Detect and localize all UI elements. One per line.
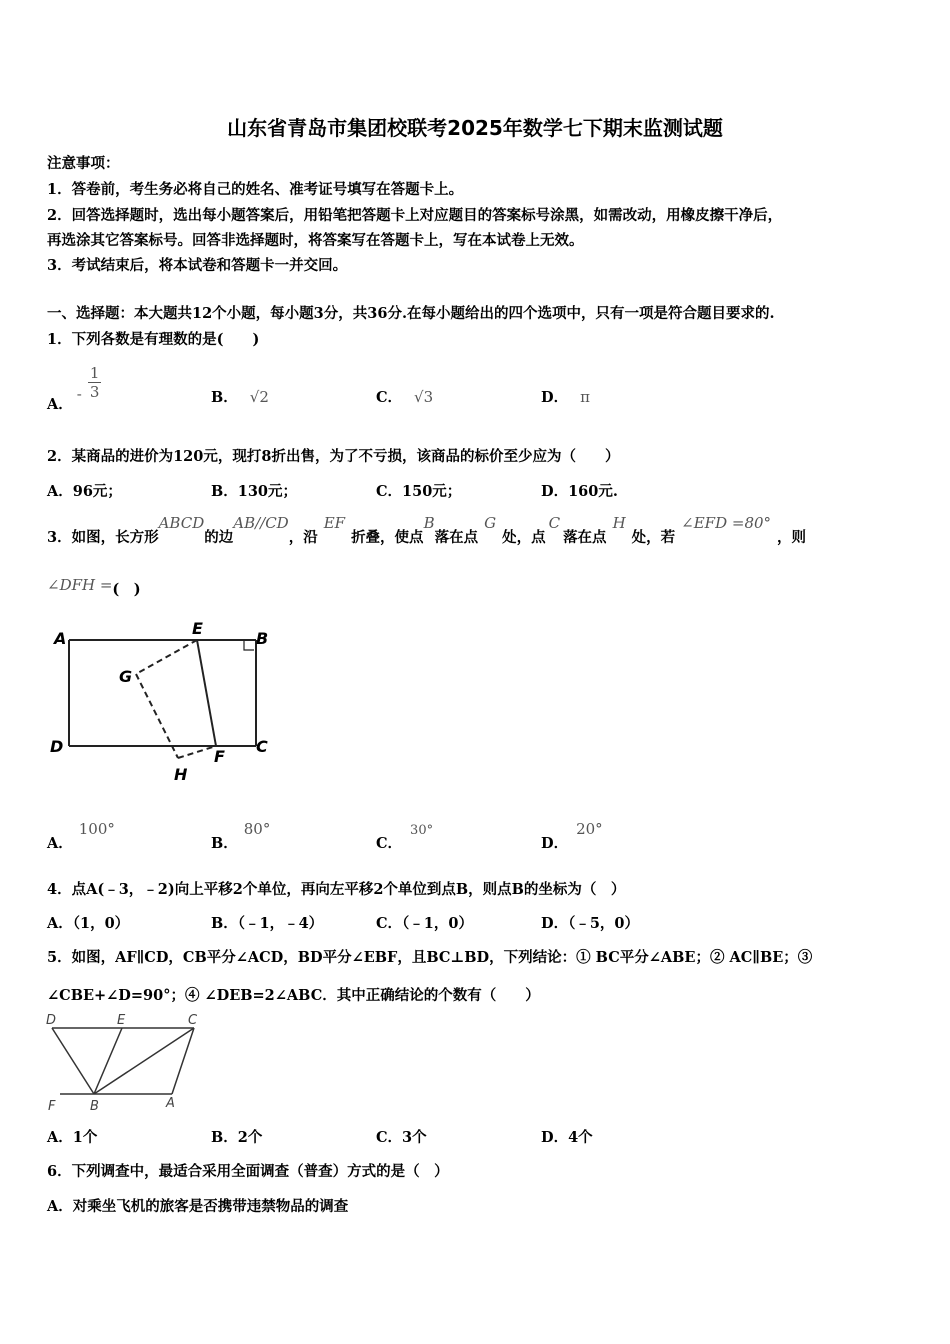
q3-math: ∠DFH = bbox=[47, 576, 113, 594]
label-e: E bbox=[117, 1013, 126, 1028]
q3-math: EF bbox=[323, 514, 346, 532]
q1-a-sign: - bbox=[76, 384, 82, 403]
label-a: A bbox=[166, 1096, 175, 1111]
q3-option-a bbox=[47, 818, 115, 852]
q5-option-c: C．3个 bbox=[376, 1129, 427, 1146]
q3-math: G bbox=[484, 514, 497, 532]
label-e: E bbox=[192, 619, 203, 638]
q5-stem: 5．如图，AF∥CD，CB平分∠ACD，BD平分∠EBF，且BC⊥BD，下列结论：① BC平分∠ABE；② AC∥BE；③ bbox=[47, 949, 813, 966]
q3-text: 落在点 bbox=[434, 529, 479, 546]
label-a: A bbox=[54, 629, 67, 648]
q6-option-a: A．对乘坐飞机的旅客是否携带违禁物品的调查 bbox=[47, 1198, 349, 1215]
label-f: F bbox=[48, 1099, 56, 1114]
notice-item: 再选涂其它答案标号。回答非选择题时，将答案写在答题卡上，写在本试卷上无效。 bbox=[47, 232, 584, 249]
option-label: D． bbox=[541, 835, 569, 852]
q5-option-b: B．2个 bbox=[211, 1129, 263, 1146]
q6-stem: 6．下列调查中，最适合采用全面调查（普查）方式的是（ ） bbox=[47, 1163, 449, 1180]
q1-option-c bbox=[376, 386, 433, 407]
q3-math: H bbox=[612, 514, 626, 532]
q3-figure bbox=[44, 616, 284, 786]
q3-math: ∠EFD =80° bbox=[681, 514, 772, 532]
q5-option-d: D．4个 bbox=[541, 1129, 593, 1146]
label-d: D bbox=[50, 737, 64, 756]
option-label: C． bbox=[376, 389, 403, 406]
notice-item: 3．考试结束后，将本试卷和答题卡一并交回。 bbox=[47, 257, 348, 274]
q3-b-value: 80° bbox=[243, 820, 271, 838]
fraction-numerator: 1 bbox=[89, 364, 100, 382]
q1-option-d bbox=[541, 386, 590, 407]
q3-math: ABCD bbox=[158, 514, 205, 532]
label-b: B bbox=[90, 1099, 99, 1114]
edge-eg bbox=[136, 640, 197, 674]
option-label: B． bbox=[211, 835, 238, 852]
q3-text: 落在点 bbox=[563, 529, 607, 546]
q1-b-value: √2 bbox=[249, 388, 269, 406]
q2-stem: 2．某商品的进价为120元，现打8折出售，为了不亏损，该商品的标价至少应为（ ） bbox=[47, 448, 620, 465]
q1-stem: 1．下列各数是有理数的是( ) bbox=[47, 331, 260, 348]
notice-item: 2．回答选择题时，选出每小题答案后，用铅笔把答题卡上对应题目的答案标号涂黑，如需改动，用橡皮擦干净后， bbox=[47, 207, 783, 224]
option-label: B． bbox=[211, 389, 238, 406]
label-g: G bbox=[119, 667, 133, 686]
segment-cb bbox=[94, 1028, 194, 1094]
q3-text: 折叠，使点 bbox=[351, 529, 424, 546]
q4-stem: 4．点A(﹣3，﹣2)向上平移2个单位，再向左平移2个单位到点B，则点B的坐标为（ ） bbox=[47, 881, 626, 898]
q3-d-value: 20° bbox=[576, 820, 603, 838]
label-h: H bbox=[174, 765, 188, 784]
q3-option-b bbox=[211, 818, 271, 852]
q3-text: 3．如图，长方形 bbox=[47, 529, 159, 546]
q3-math: C bbox=[548, 514, 561, 532]
fraction-denominator: 3 bbox=[89, 383, 100, 401]
notice-item: 1．答卷前，考生务必将自己的姓名、准考证号填写在答题卡上。 bbox=[47, 181, 464, 198]
q3-text: 处，若 bbox=[631, 529, 676, 546]
right-angle-mark bbox=[244, 640, 254, 650]
q3-text: 的边 bbox=[204, 529, 234, 546]
q1-d-value: π bbox=[580, 388, 590, 406]
q3-math: AB//CD bbox=[233, 514, 289, 532]
label-f: F bbox=[214, 747, 225, 766]
page-title: 山东省青岛市集团校联考2025年数学七下期末监测试题 bbox=[227, 116, 723, 140]
q3-option-d bbox=[541, 818, 603, 852]
label-c: C bbox=[188, 1013, 198, 1028]
q2-option-c: C．150元； bbox=[376, 483, 462, 500]
notice-heading: 注意事项： bbox=[47, 155, 120, 172]
q2-option-a: A．96元； bbox=[47, 483, 122, 500]
q3-text: ，则 bbox=[777, 529, 807, 546]
q2-option-d: D．160元. bbox=[541, 483, 618, 500]
q3-stem bbox=[47, 512, 807, 546]
q3-math: B bbox=[423, 514, 435, 532]
label-d: D bbox=[46, 1013, 57, 1028]
q5-figure bbox=[44, 1010, 214, 1116]
segment-ca bbox=[172, 1028, 194, 1094]
label-c: C bbox=[256, 737, 268, 756]
q4-option-b: B．（﹣1，﹣4） bbox=[211, 915, 324, 932]
q1-option-b bbox=[211, 386, 269, 407]
q3-option-c bbox=[376, 818, 434, 852]
q1-option-a bbox=[47, 364, 101, 413]
q3-stem-cont bbox=[47, 574, 141, 598]
option-label: A． bbox=[47, 835, 73, 852]
edge-hf bbox=[178, 746, 216, 758]
q3-text: ( ) bbox=[112, 581, 141, 598]
option-label: C． bbox=[376, 835, 403, 852]
q4-option-a: A．（1，0） bbox=[47, 915, 130, 932]
q5-stem-cont: ∠CBE+∠D=90°；④ ∠DEB=2∠ABC．其中正确结论的个数有（ ） bbox=[47, 987, 540, 1004]
q3-text: ，沿 bbox=[288, 529, 318, 546]
q4-option-c: C．（﹣1，0） bbox=[376, 915, 473, 932]
segment-db bbox=[52, 1028, 94, 1094]
q1-c-value: √3 bbox=[414, 388, 434, 406]
q5-option-a: A．1个 bbox=[47, 1129, 98, 1146]
q1-a-fraction bbox=[88, 364, 102, 401]
q2-option-b: B．130元； bbox=[211, 483, 298, 500]
fold-line-ef bbox=[197, 640, 216, 746]
q3-a-value: 100° bbox=[78, 820, 115, 838]
q3-c-value: 30° bbox=[410, 823, 434, 838]
label-b: B bbox=[256, 629, 269, 648]
q4-option-d: D．（﹣5，0） bbox=[541, 915, 640, 932]
option-label: D． bbox=[541, 389, 569, 406]
option-label: A． bbox=[47, 395, 73, 413]
q3-text: 处，点 bbox=[502, 529, 546, 546]
section-heading: 一、选择题：本大题共12个小题，每小题3分，共36分.在每小题给出的四个选项中，只有一项是符合题目要求的. bbox=[47, 305, 775, 322]
